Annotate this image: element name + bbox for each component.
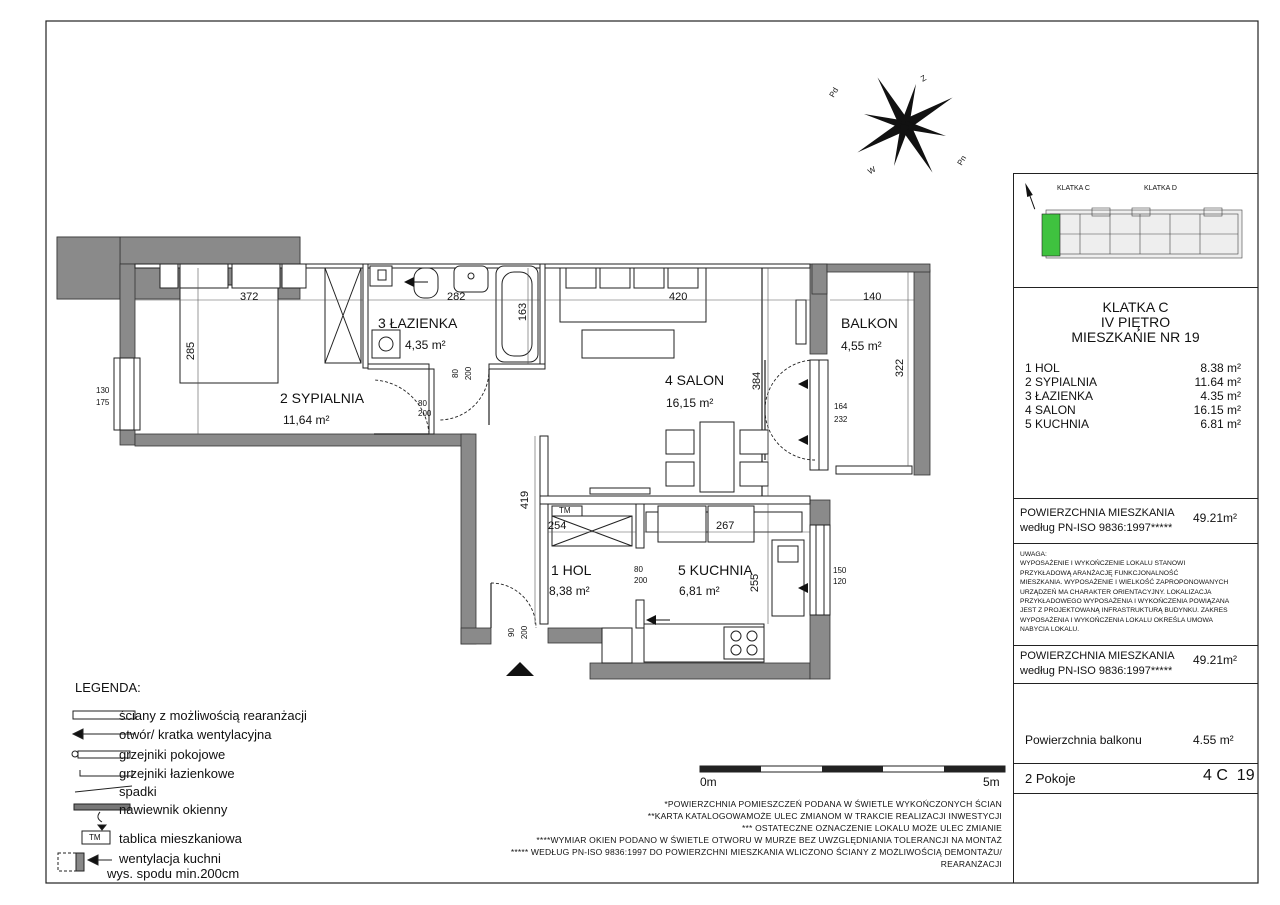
compass-label-pn: Pn xyxy=(955,154,969,167)
dim-267: 267 xyxy=(716,520,735,532)
kitchen-table xyxy=(658,506,706,542)
room-kuchnia-name: 5 KUCHNIA xyxy=(678,562,753,578)
compass-label-w: W xyxy=(866,164,878,177)
door-entry-dim-b: 200 xyxy=(520,625,530,640)
footnote-5: ***** WEDŁUG PN-ISO 9836:1997 DO POWIERZCHNI MIESZKANIA WLICZONO ŚCIANY Z MOŻLIWOŚCIĄ DEMONTAŻU/ xyxy=(510,847,1002,857)
balcony-area-label: Powierzchnia balkonu xyxy=(1025,733,1142,747)
window-kuchnia-dim-b: 120 xyxy=(833,577,847,586)
footnote-4: ****WYMIAR OKIEN PODANO W ŚWIETLE OTWORU W MURZE BEZ UWZGLĘDNIANIA TOLERANCJI NA MONTAŻ xyxy=(536,835,1002,845)
scale-end: 5m xyxy=(983,775,1000,789)
dim-254: 254 xyxy=(548,520,567,532)
panel-sep-area2 xyxy=(1013,645,1258,646)
legend-item-kitchen-vent: wentylacja kuchni xyxy=(119,851,221,866)
room-hol-area: 8,38 m² xyxy=(549,584,590,598)
footnote-1: *POWIERZCHNIA POMIESZCZEŃ PODANA W ŚWIETLE WYKOŃCZONYCH ŚCIAN xyxy=(664,799,1002,809)
footnote-2: **KARTA KATALOGOWAMOŻE ULEC ZMIANOM W TRAKCIE REALIZACJI INWESTYCJI xyxy=(647,811,1002,821)
note-line: PRZYKŁADOWEGO WYPOSAŻENIA I WYKOŃCZENIA POWIĄZANA xyxy=(1020,598,1230,606)
dim-372: 372 xyxy=(240,291,259,303)
note-line: JEST Z PROJEKTOWANĄ INFRASTRUKTURĄ BUDYNKU. ZAKRES xyxy=(1020,607,1228,615)
unit-header xyxy=(1013,300,1258,345)
dim-282: 282 xyxy=(447,291,466,303)
dim-163: 163 xyxy=(517,302,530,322)
room-list-area: 11.64 m² xyxy=(1194,375,1241,389)
toilet xyxy=(414,268,438,298)
cooktop xyxy=(724,627,764,659)
room-list xyxy=(1025,361,1241,431)
note-line: WYPOSAŻENIE I WYKOŃCZENIE LOKALU STANOWI xyxy=(1020,560,1186,568)
room-salon-area: 16,15 m² xyxy=(666,396,714,410)
panel-sep-note xyxy=(1013,543,1258,544)
dim-419: 419 xyxy=(519,490,532,510)
room-list-row xyxy=(1025,361,1241,375)
room-list-area: 16.15 m² xyxy=(1193,403,1241,417)
door-sypialnia-dim-a: 80 xyxy=(418,399,427,408)
room-list-row xyxy=(1025,389,1241,403)
unit-number: MIESZKAŃIE NR 19 xyxy=(1071,329,1200,345)
panel-sep-top xyxy=(1013,173,1258,174)
door-kuchnia-dim-b: 200 xyxy=(634,576,648,585)
footnote-3: *** OSTATECZNE OZNACZENIE LOKALU MOŻE ULEC ZMIANIE xyxy=(742,823,1002,833)
room-lazienka-name: 3 ŁAZIENKA xyxy=(378,315,458,331)
room-list-row xyxy=(1025,375,1241,389)
room-list-name: 5 KUCHNIA xyxy=(1025,417,1090,431)
unit-stair: KLATKA C xyxy=(1102,299,1169,315)
scale-start: 0m xyxy=(700,775,717,789)
keyplan-stair-c: KLATKA C xyxy=(1057,185,1090,192)
room-list-area: 6.81 m² xyxy=(1200,417,1241,431)
dim-255: 255 xyxy=(749,573,762,593)
room-hol-name: 1 HOL xyxy=(551,562,592,578)
window-sypialnia-dim-b: 175 xyxy=(96,398,110,407)
legend-item-radiators: grzejniki pokojowe xyxy=(119,747,226,762)
balcony-area-value: 4.55 m² xyxy=(1193,733,1234,747)
window-kuchnia-dim-a: 150 xyxy=(833,566,847,575)
legend-item-kitchen-vent-height: wys. spodu min.200cm xyxy=(107,866,240,881)
room-lazienka-area: 4,35 m² xyxy=(405,338,446,352)
room-salon-name: 4 SALON xyxy=(665,372,725,388)
compass-rose xyxy=(827,50,980,200)
legend-item-bath-radiators: grzejniki łazienkowe xyxy=(119,766,235,781)
door-lazienka-dim-b: 200 xyxy=(464,366,474,381)
dim-384: 384 xyxy=(751,371,764,391)
room-sypialnia-area: 11,64 m² xyxy=(283,413,330,427)
room-list-area: 4.35 m² xyxy=(1200,389,1241,403)
note-lines xyxy=(1020,559,1255,634)
dim-322: 322 xyxy=(894,358,907,378)
scale-bar xyxy=(700,766,1005,772)
tm-label: TM xyxy=(559,506,571,515)
room-list-name: 3 ŁAZIENKA xyxy=(1025,389,1094,403)
room-kuchnia-area: 6,81 m² xyxy=(679,584,720,598)
balcony-wall xyxy=(914,270,930,475)
legend-item-tm: tablica mieszkaniowa xyxy=(119,831,242,846)
room-balkon-area: 4,55 m² xyxy=(841,339,882,353)
room-list-row xyxy=(1025,403,1241,417)
rooms-count: 2 Pokoje xyxy=(1025,771,1076,786)
panel-sep-area1 xyxy=(1013,498,1258,499)
legend-item-window-vent: nawiewnik okienny xyxy=(119,802,228,817)
room-sypialnia-name: 2 SYPIALNIA xyxy=(280,390,365,406)
usable-area-label-4: według PN-ISO 9836:1997***** xyxy=(1020,665,1173,677)
panel-sep-balcony xyxy=(1013,683,1258,684)
dim-285: 285 xyxy=(185,341,198,361)
furniture xyxy=(160,264,912,663)
usable-area-label-2: według PN-ISO 9836:1997***** xyxy=(1020,522,1173,534)
dim-420: 420 xyxy=(669,291,688,303)
room-list-name: 2 SYPIALNIA xyxy=(1025,375,1098,389)
window-sypialnia-dim-a: 130 xyxy=(96,386,110,395)
door-balkon-dim-a: 164 xyxy=(834,402,848,411)
note-line: WYPOSAŻENIA I WYKOŃCZENIA LOKALU OKREŚLA UMOWA xyxy=(1020,616,1213,624)
keyplan-stair-d: KLATKA D xyxy=(1144,185,1177,192)
dim-140: 140 xyxy=(863,291,882,303)
usable-area-value-2: 49.21m² xyxy=(1193,653,1238,667)
door-lazienka-dim-a: 80 xyxy=(450,369,460,378)
room-list-name: 1 HOL xyxy=(1025,361,1060,375)
door-sypialnia-dim-b: 200 xyxy=(418,409,432,418)
usable-area-label-3: POWIERZCHNIA MIESZKANIA xyxy=(1020,650,1175,662)
door-entry-dim-a: 90 xyxy=(506,628,516,637)
room-list-name: 4 SALON xyxy=(1025,403,1076,417)
coffee-table xyxy=(582,330,674,358)
panel-sep-footer xyxy=(1013,793,1258,794)
note-line: MIESZKANIA. WYPOSAŻENIE I WIELKOŚĆ ZAPROPONOWANYCH xyxy=(1020,579,1229,587)
note-line: NABYCIA LOKALU. xyxy=(1020,626,1080,634)
usable-area-value-1: 49.21m² xyxy=(1193,511,1238,525)
legend-tm-symbol-label: TM xyxy=(89,833,101,842)
compass-label-pd: Pd xyxy=(827,86,841,99)
dining-table xyxy=(700,422,734,492)
panel-sep-keyplan xyxy=(1013,287,1258,288)
room-list-row xyxy=(1025,417,1241,431)
room-list-area: 8.38 m² xyxy=(1200,361,1241,375)
note-block xyxy=(1020,550,1255,635)
compass-label-z: Z xyxy=(919,73,928,84)
panel-sep-bottom xyxy=(1013,763,1258,764)
unit-floor: IV PIĘTRO xyxy=(1100,314,1171,330)
note-title: UWAGA: xyxy=(1020,551,1047,558)
legend-item-walls: ściany z możliwością rearanżacji xyxy=(119,708,307,723)
legend-item-slopes: spadki xyxy=(119,784,157,799)
unit-code: 4 C 19 xyxy=(1203,767,1255,784)
legend-title: LEGENDA: xyxy=(75,680,141,695)
room-balkon-name: BALKON xyxy=(841,315,898,331)
door-kuchnia-dim-a: 80 xyxy=(634,565,643,574)
legend-item-vent: otwór/ kratka wentylacyjna xyxy=(119,727,272,742)
footnote-6: REARANŻACJI xyxy=(940,859,1002,869)
hol-west-wall xyxy=(461,434,476,644)
door-balkon-dim-b: 232 xyxy=(834,415,848,424)
note-line: URZĄDZEŃ MA CHARAKTER ORIENTACYJNY. LOKALIZACJA xyxy=(1020,588,1212,596)
usable-area-label-1: POWIERZCHNIA MIESZKANIA xyxy=(1020,507,1175,519)
entry-marker xyxy=(506,662,534,676)
note-line: PRZYKŁADOWĄ ARANŻACJĘ FUNKCJONALNOŚĆ xyxy=(1020,569,1179,577)
